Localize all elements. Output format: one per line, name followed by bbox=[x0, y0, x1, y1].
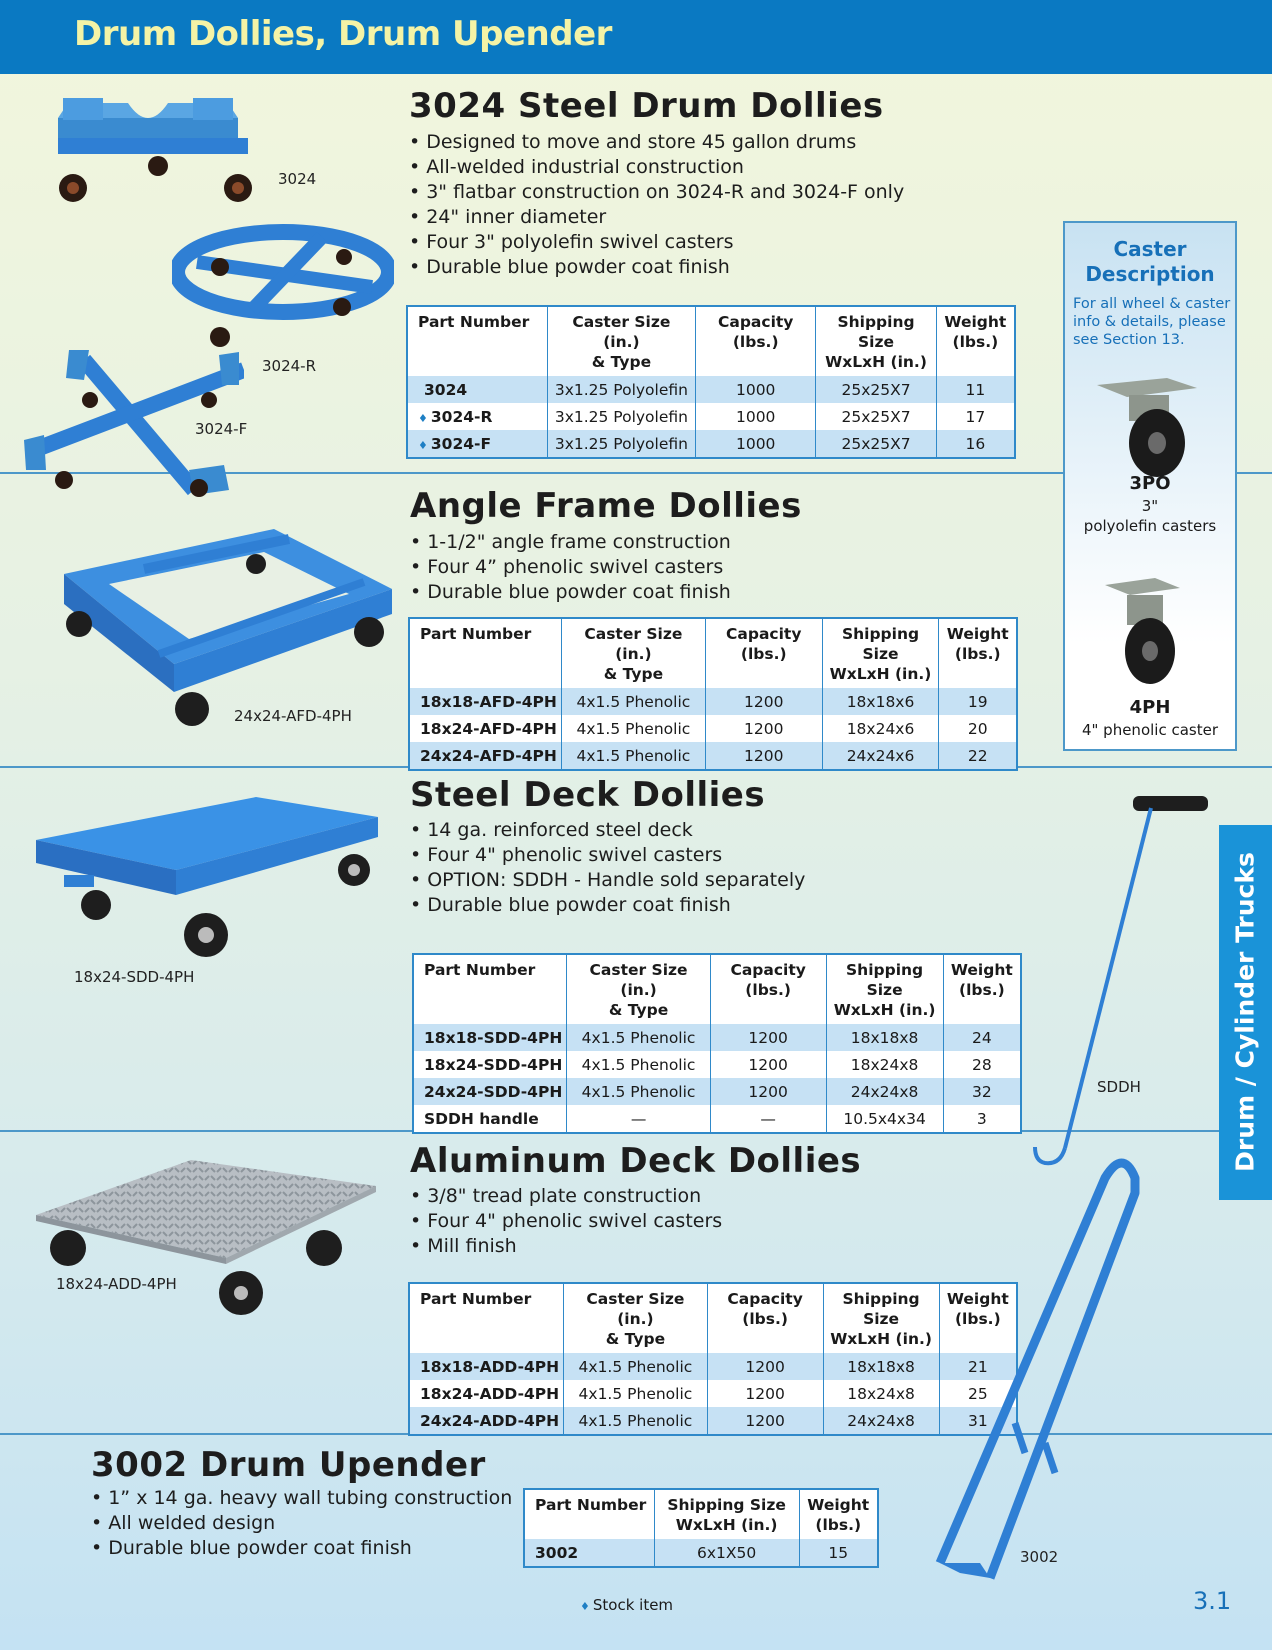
label-3024f: 3024-F bbox=[195, 420, 248, 438]
dolly-3024r-image bbox=[172, 222, 394, 352]
sddh-handle-image bbox=[1015, 793, 1215, 1173]
bullet: • Four 4” phenolic swivel casters bbox=[410, 555, 731, 580]
caster-cell: — bbox=[567, 1105, 711, 1133]
steel-drum-bullets bbox=[409, 130, 904, 280]
col-capacity: Capacity (lbs.) bbox=[707, 1283, 823, 1353]
bullet: • 14 ga. reinforced steel deck bbox=[410, 818, 805, 843]
col-caster: Caster Size (in.) & Type bbox=[564, 1283, 708, 1353]
upender-bullets bbox=[91, 1486, 512, 1561]
table-row bbox=[409, 742, 1017, 770]
bullet: • 24" inner diameter bbox=[409, 205, 904, 230]
page-number: 3.1 bbox=[1193, 1587, 1232, 1615]
shipping-cell: 18x18x8 bbox=[826, 1024, 943, 1051]
caster-cell: 4x1.5 Phenolic bbox=[564, 1407, 708, 1435]
caster-cell: 4x1.5 Phenolic bbox=[567, 1051, 711, 1078]
capacity-cell: 1200 bbox=[710, 1051, 826, 1078]
part-number: 24x24-ADD-4PH bbox=[409, 1407, 564, 1435]
shipping-cell: 18x18x6 bbox=[822, 688, 939, 715]
weight-cell: 20 bbox=[939, 715, 1017, 742]
caster-cell: 4x1.5 Phenolic bbox=[567, 1024, 711, 1051]
part-number: 24x24-AFD-4PH bbox=[409, 742, 561, 770]
col-weight: Weight (lbs.) bbox=[936, 306, 1015, 376]
bullet: • Four 3" polyolefin swivel casters bbox=[409, 230, 904, 255]
caster-cell: 4x1.5 Phenolic bbox=[561, 715, 705, 742]
table-row bbox=[407, 376, 1015, 403]
part-number: ♦ 3024-R bbox=[407, 403, 547, 430]
weight-cell: 21 bbox=[939, 1353, 1017, 1380]
bullet: • Durable blue powder coat finish bbox=[91, 1536, 512, 1561]
table-row bbox=[413, 1051, 1021, 1078]
col-shipping: Shipping Size WxLxH (in.) bbox=[816, 306, 936, 376]
label-3024r: 3024-R bbox=[262, 357, 317, 375]
caster-cell: 4x1.5 Phenolic bbox=[561, 688, 705, 715]
col-weight: Weight (lbs.) bbox=[939, 1283, 1017, 1353]
aluminum-deck-title: Aluminum Deck Dollies bbox=[410, 1141, 862, 1181]
caster-description-box bbox=[1063, 221, 1237, 751]
capacity-cell: 1200 bbox=[707, 1407, 823, 1435]
dolly-3024-image bbox=[38, 78, 258, 208]
weight-cell: 25 bbox=[939, 1380, 1017, 1407]
caster-3po-line2: polyolefin casters bbox=[1083, 517, 1217, 535]
col-shipping: Shipping Size WxLxH (in.) bbox=[823, 1283, 939, 1353]
col-part-number: Part Number bbox=[413, 954, 567, 1024]
caster-cell: 3x1.25 Polyolefin bbox=[547, 430, 695, 458]
shipping-cell: 18x24x6 bbox=[822, 715, 939, 742]
page-header bbox=[0, 0, 1272, 74]
capacity-cell: 1200 bbox=[707, 1380, 823, 1407]
capacity-cell: 1000 bbox=[696, 430, 816, 458]
weight-cell: 3 bbox=[943, 1105, 1021, 1133]
part-number: SDDH handle bbox=[413, 1105, 567, 1133]
table-row bbox=[409, 688, 1017, 715]
col-part-number: Part Number bbox=[524, 1489, 654, 1539]
part-number: 3024 bbox=[407, 376, 547, 403]
part-number: 18x18-SDD-4PH bbox=[413, 1024, 567, 1051]
upender-title: 3002 Drum Upender bbox=[91, 1445, 486, 1485]
drum-upender-image bbox=[935, 1153, 1205, 1593]
steel-deck-title: Steel Deck Dollies bbox=[410, 775, 766, 815]
bullet: • All-welded industrial construction bbox=[409, 155, 904, 180]
part-number: 18x24-SDD-4PH bbox=[413, 1051, 567, 1078]
part-number: 18x24-AFD-4PH bbox=[409, 715, 561, 742]
shipping-cell: 24x24x8 bbox=[823, 1407, 939, 1435]
col-shipping: Shipping Size WxLxH (in.) bbox=[826, 954, 943, 1024]
capacity-cell: 1200 bbox=[710, 1024, 826, 1051]
steel-drum-table bbox=[406, 305, 1016, 459]
part-number: 3002 bbox=[524, 1539, 654, 1567]
caster-3po-code: 3PO bbox=[1129, 473, 1171, 494]
shipping-cell: 24x24x8 bbox=[826, 1078, 943, 1105]
bullet: • Durable blue powder coat finish bbox=[410, 580, 731, 605]
capacity-cell: 1200 bbox=[707, 1353, 823, 1380]
caster-4ph-code: 4PH bbox=[1129, 697, 1171, 718]
aluminum-deck-table bbox=[408, 1282, 1018, 1436]
bullet: • 3" flatbar construction on 3024-R and 3024-F only bbox=[409, 180, 904, 205]
label-sdd: 18x24-SDD-4PH bbox=[74, 968, 195, 986]
table-row bbox=[409, 1407, 1017, 1435]
caster-4ph-line1: 4" phenolic caster bbox=[1081, 721, 1219, 739]
label-sddh: SDDH bbox=[1097, 1078, 1141, 1096]
weight-cell: 31 bbox=[939, 1407, 1017, 1435]
weight-cell: 11 bbox=[936, 376, 1015, 403]
shipping-cell: 18x18x8 bbox=[823, 1353, 939, 1380]
capacity-cell: — bbox=[710, 1105, 826, 1133]
caster-cell: 4x1.5 Phenolic bbox=[564, 1380, 708, 1407]
label-afd: 24x24-AFD-4PH bbox=[234, 707, 352, 725]
table-row bbox=[409, 715, 1017, 742]
section-side-tab bbox=[1219, 825, 1272, 1200]
bullet: • 3/8" tread plate construction bbox=[410, 1184, 722, 1209]
steel-deck-dolly-image bbox=[36, 795, 381, 965]
caster-3po-icon bbox=[1087, 373, 1217, 483]
weight-cell: 16 bbox=[936, 430, 1015, 458]
caster-box-title: Caster Description bbox=[1085, 237, 1215, 286]
caster-box-text: For all wheel & caster info & details, please see Section 13. bbox=[1073, 296, 1231, 348]
table-row bbox=[407, 430, 1015, 458]
bullet: • Durable blue powder coat finish bbox=[409, 255, 904, 280]
caster-cell: 3x1.25 Polyolefin bbox=[547, 403, 695, 430]
angle-frame-title: Angle Frame Dollies bbox=[410, 486, 802, 526]
bullet: • OPTION: SDDH - Handle sold separately bbox=[410, 868, 805, 893]
capacity-cell: 1200 bbox=[710, 1078, 826, 1105]
bullet: • All welded design bbox=[91, 1511, 512, 1536]
table-row bbox=[413, 1024, 1021, 1051]
bullet: • Mill finish bbox=[410, 1234, 722, 1259]
weight-cell: 32 bbox=[943, 1078, 1021, 1105]
bullet: • Four 4" phenolic swivel casters bbox=[410, 1209, 722, 1234]
col-weight: Weight (lbs.) bbox=[799, 1489, 878, 1539]
shipping-cell: 25x25X7 bbox=[816, 403, 936, 430]
shipping-cell: 25x25X7 bbox=[816, 376, 936, 403]
shipping-cell: 25x25X7 bbox=[816, 430, 936, 458]
table-row bbox=[409, 1353, 1017, 1380]
table-row bbox=[407, 403, 1015, 430]
caster-cell: 3x1.25 Polyolefin bbox=[547, 376, 695, 403]
capacity-cell: 1200 bbox=[705, 688, 822, 715]
part-number: 24x24-SDD-4PH bbox=[413, 1078, 567, 1105]
col-caster: Caster Size (in.) & Type bbox=[567, 954, 711, 1024]
capacity-cell: 1000 bbox=[696, 403, 816, 430]
weight-cell: 19 bbox=[939, 688, 1017, 715]
col-part-number: Part Number bbox=[409, 1283, 564, 1353]
angle-frame-table bbox=[408, 617, 1018, 771]
bullet: • 1” x 14 ga. heavy wall tubing construction bbox=[91, 1486, 512, 1511]
bullet: • Designed to move and store 45 gallon drums bbox=[409, 130, 904, 155]
caster-4ph-icon bbox=[1095, 573, 1205, 688]
table-row bbox=[413, 1105, 1021, 1133]
shipping-cell: 24x24x6 bbox=[822, 742, 939, 770]
shipping-cell: 6x1X50 bbox=[654, 1539, 799, 1567]
col-capacity: Capacity (lbs.) bbox=[696, 306, 816, 376]
aluminum-deck-bullets bbox=[410, 1184, 722, 1259]
bullet: • Four 4" phenolic swivel casters bbox=[410, 843, 805, 868]
part-number: 18x18-ADD-4PH bbox=[409, 1353, 564, 1380]
stock-item-footnote: ♦ Stock item bbox=[580, 1596, 674, 1614]
col-capacity: Capacity (lbs.) bbox=[710, 954, 826, 1024]
angle-frame-bullets bbox=[410, 530, 731, 605]
label-add: 18x24-ADD-4PH bbox=[56, 1275, 177, 1293]
table-row bbox=[413, 1078, 1021, 1105]
col-caster: Caster Size (in.) & Type bbox=[561, 618, 705, 688]
caster-cell: 4x1.5 Phenolic bbox=[564, 1353, 708, 1380]
capacity-cell: 1200 bbox=[705, 715, 822, 742]
aluminum-deck-dolly-image bbox=[36, 1158, 381, 1323]
col-caster: Caster Size (in.) & Type bbox=[547, 306, 695, 376]
label-3024: 3024 bbox=[278, 170, 317, 188]
angle-frame-dolly-image bbox=[64, 524, 394, 730]
steel-drum-title: 3024 Steel Drum Dollies bbox=[409, 86, 884, 126]
side-tab-text: Drum / Cylinder Trucks bbox=[1230, 852, 1260, 1172]
part-number: 18x24-ADD-4PH bbox=[409, 1380, 564, 1407]
col-part-number: Part Number bbox=[409, 618, 561, 688]
bullet: • 1-1/2" angle frame construction bbox=[410, 530, 731, 555]
bullet: • Durable blue powder coat finish bbox=[410, 893, 805, 918]
weight-cell: 22 bbox=[939, 742, 1017, 770]
page-title: Drum Dollies, Drum Upender bbox=[74, 14, 612, 54]
col-weight: Weight (lbs.) bbox=[939, 618, 1017, 688]
steel-deck-table bbox=[412, 953, 1022, 1134]
weight-cell: 24 bbox=[943, 1024, 1021, 1051]
stock-diamond-icon: ♦ bbox=[418, 411, 428, 425]
steel-deck-bullets bbox=[410, 818, 805, 918]
weight-cell: 15 bbox=[799, 1539, 878, 1567]
label-3002: 3002 bbox=[1020, 1548, 1059, 1566]
table-row bbox=[409, 1380, 1017, 1407]
caster-3po-line1: 3" bbox=[1141, 497, 1159, 515]
shipping-cell: 18x24x8 bbox=[823, 1380, 939, 1407]
capacity-cell: 1200 bbox=[705, 742, 822, 770]
shipping-cell: 10.5x4x34 bbox=[826, 1105, 943, 1133]
col-shipping: Shipping Size WxLxH (in.) bbox=[654, 1489, 799, 1539]
weight-cell: 17 bbox=[936, 403, 1015, 430]
table-row bbox=[524, 1539, 878, 1567]
col-part-number: Part Number bbox=[407, 306, 547, 376]
part-number: 18x18-AFD-4PH bbox=[409, 688, 561, 715]
caster-cell: 4x1.5 Phenolic bbox=[567, 1078, 711, 1105]
stock-diamond-icon: ♦ bbox=[418, 438, 428, 452]
stock-diamond-icon: ♦ bbox=[580, 1600, 590, 1613]
shipping-cell: 18x24x8 bbox=[826, 1051, 943, 1078]
caster-cell: 4x1.5 Phenolic bbox=[561, 742, 705, 770]
col-shipping: Shipping Size WxLxH (in.) bbox=[822, 618, 939, 688]
capacity-cell: 1000 bbox=[696, 376, 816, 403]
part-number: ♦ 3024-F bbox=[407, 430, 547, 458]
col-capacity: Capacity (lbs.) bbox=[705, 618, 822, 688]
upender-table bbox=[523, 1488, 879, 1568]
weight-cell: 28 bbox=[943, 1051, 1021, 1078]
col-weight: Weight (lbs.) bbox=[943, 954, 1021, 1024]
